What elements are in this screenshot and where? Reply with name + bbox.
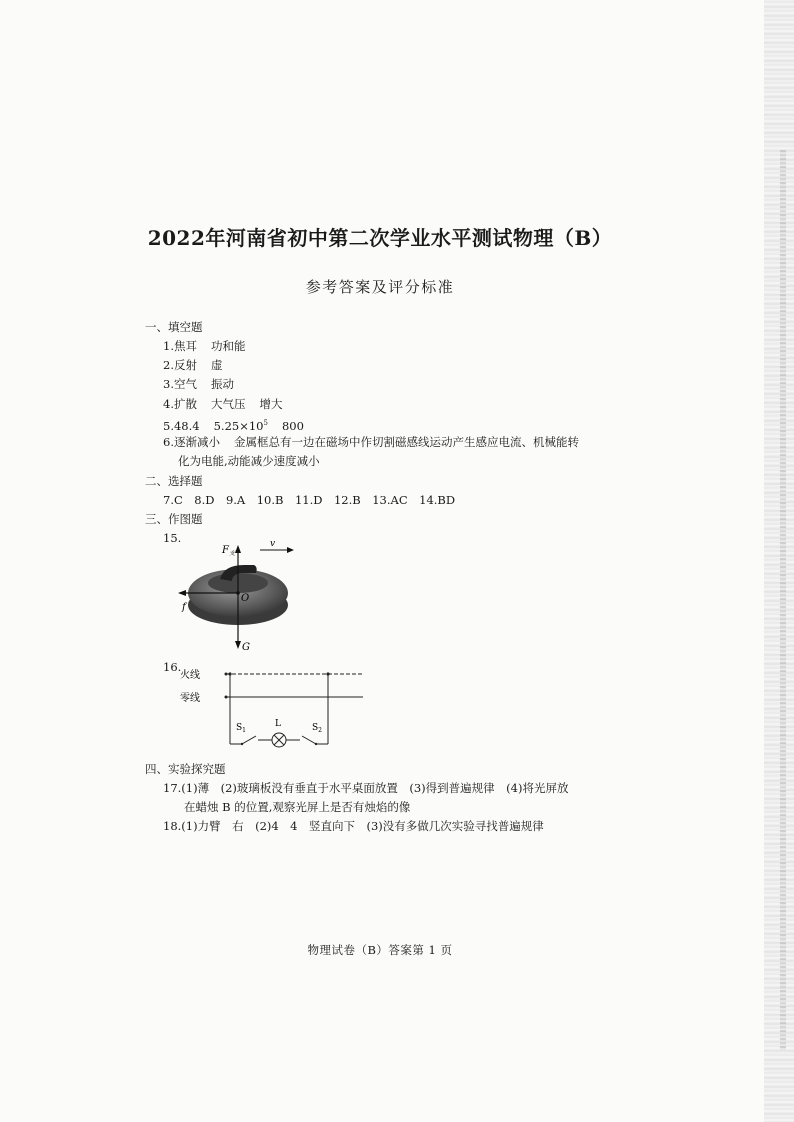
answer-q17-continued: 在蜡烛 B 的位置,观察光屏上是否有烛焰的像 bbox=[184, 800, 411, 814]
velocity-arrow bbox=[287, 547, 294, 553]
center-point bbox=[236, 591, 240, 595]
section-fill-heading: 一、填空题 bbox=[145, 320, 203, 334]
question-number: 5. bbox=[163, 418, 174, 433]
answer-part: 800 bbox=[281, 418, 304, 433]
choice-answers: 7.C 8.D 9.A 10.B 11.D 12.B 13.AC 14.BD bbox=[163, 493, 456, 507]
friction-label: f bbox=[182, 602, 186, 613]
answer-q6 bbox=[163, 435, 579, 449]
question-number: 4. bbox=[163, 397, 174, 411]
answer-q17: 17.(1)薄 (2)玻璃板没有垂直于水平桌面放置 (3)得到普遍规律 (4)将光屏放 bbox=[163, 781, 569, 795]
answer-part: 增大 bbox=[259, 397, 283, 411]
support-force-arrow bbox=[235, 545, 241, 553]
exponent: 5 bbox=[263, 419, 268, 427]
section-experiment-heading: 四、实验探究题 bbox=[145, 762, 226, 776]
answer-part: 空气 bbox=[173, 377, 197, 391]
support-force-label: $F_支$ bbox=[222, 545, 235, 557]
question-number: 6. bbox=[163, 435, 174, 449]
switch-s1-label: $S_1$ bbox=[236, 723, 246, 734]
question-number: 1. bbox=[163, 339, 174, 353]
switch-s2-pivot bbox=[315, 743, 317, 745]
figure-16-circuit bbox=[178, 664, 368, 754]
gravity-arrow bbox=[235, 641, 241, 649]
question-16-number: 16. bbox=[163, 660, 182, 674]
answer-q2 bbox=[163, 358, 222, 372]
answer-part: 反射 bbox=[173, 358, 197, 372]
answer-q18: 18.(1)力臂 右 (2)4 4 竖直向下 (3)没有多做几次实验寻找普遍规律 bbox=[163, 819, 544, 833]
answer-q1 bbox=[163, 339, 245, 353]
switch-s1-pivot bbox=[241, 743, 243, 745]
answer-part: 功和能 bbox=[210, 339, 246, 353]
switch-s1-blade bbox=[242, 736, 256, 744]
answer-q6-continued: 化为电能,动能减少速度减小 bbox=[178, 454, 320, 468]
answer-q4 bbox=[163, 397, 282, 411]
switch-s2-label: $S_2$ bbox=[312, 723, 322, 734]
answer-part: 金属框总有一边在磁场中作切割磁感线运动产生感应电流、机械能转 bbox=[233, 435, 579, 449]
live-wire-label: 火线 bbox=[180, 670, 200, 681]
answer-part: 48.4 bbox=[173, 418, 200, 433]
page-footer: 物理试卷（B）答案第 1 页 bbox=[307, 943, 453, 957]
question-15-number: 15. bbox=[163, 531, 182, 545]
neutral-wire-label: 零线 bbox=[180, 693, 200, 704]
answer-part: 焦耳 bbox=[173, 339, 197, 353]
gravity-label: G bbox=[242, 642, 250, 653]
center-label: O bbox=[241, 593, 250, 604]
document-subtitle: 参考答案及评分标准 bbox=[305, 278, 455, 296]
answer-part: 大气压 bbox=[210, 397, 246, 411]
answer-part: 虚 bbox=[210, 358, 223, 372]
switch-s2-blade bbox=[302, 736, 316, 744]
answer-part: 振动 bbox=[210, 377, 234, 391]
answer-part: 逐渐减小 bbox=[173, 435, 220, 449]
section-drawing-heading: 三、作图题 bbox=[145, 512, 203, 526]
question-number: 3. bbox=[163, 377, 174, 391]
velocity-label: v bbox=[270, 539, 276, 549]
friction-arrow bbox=[178, 590, 186, 596]
answer-part: 扩散 bbox=[173, 397, 197, 411]
answer-q3 bbox=[163, 377, 234, 391]
figure-15-curling-stone bbox=[178, 535, 308, 655]
neutral-wire-end bbox=[225, 696, 228, 699]
lamp-label: L bbox=[275, 719, 281, 729]
question-number: 2. bbox=[163, 358, 174, 372]
live-wire-end bbox=[225, 673, 228, 676]
scan-edge-strip bbox=[780, 150, 786, 1050]
section-choice-heading: 二、选择题 bbox=[145, 474, 203, 488]
answer-part: 5.25×10 bbox=[213, 418, 264, 433]
answer-q5 bbox=[163, 416, 304, 433]
scan-edge-noise bbox=[764, 0, 794, 1122]
document-title: 2022年河南省初中第二次学业水平测试物理（B） bbox=[147, 226, 613, 250]
